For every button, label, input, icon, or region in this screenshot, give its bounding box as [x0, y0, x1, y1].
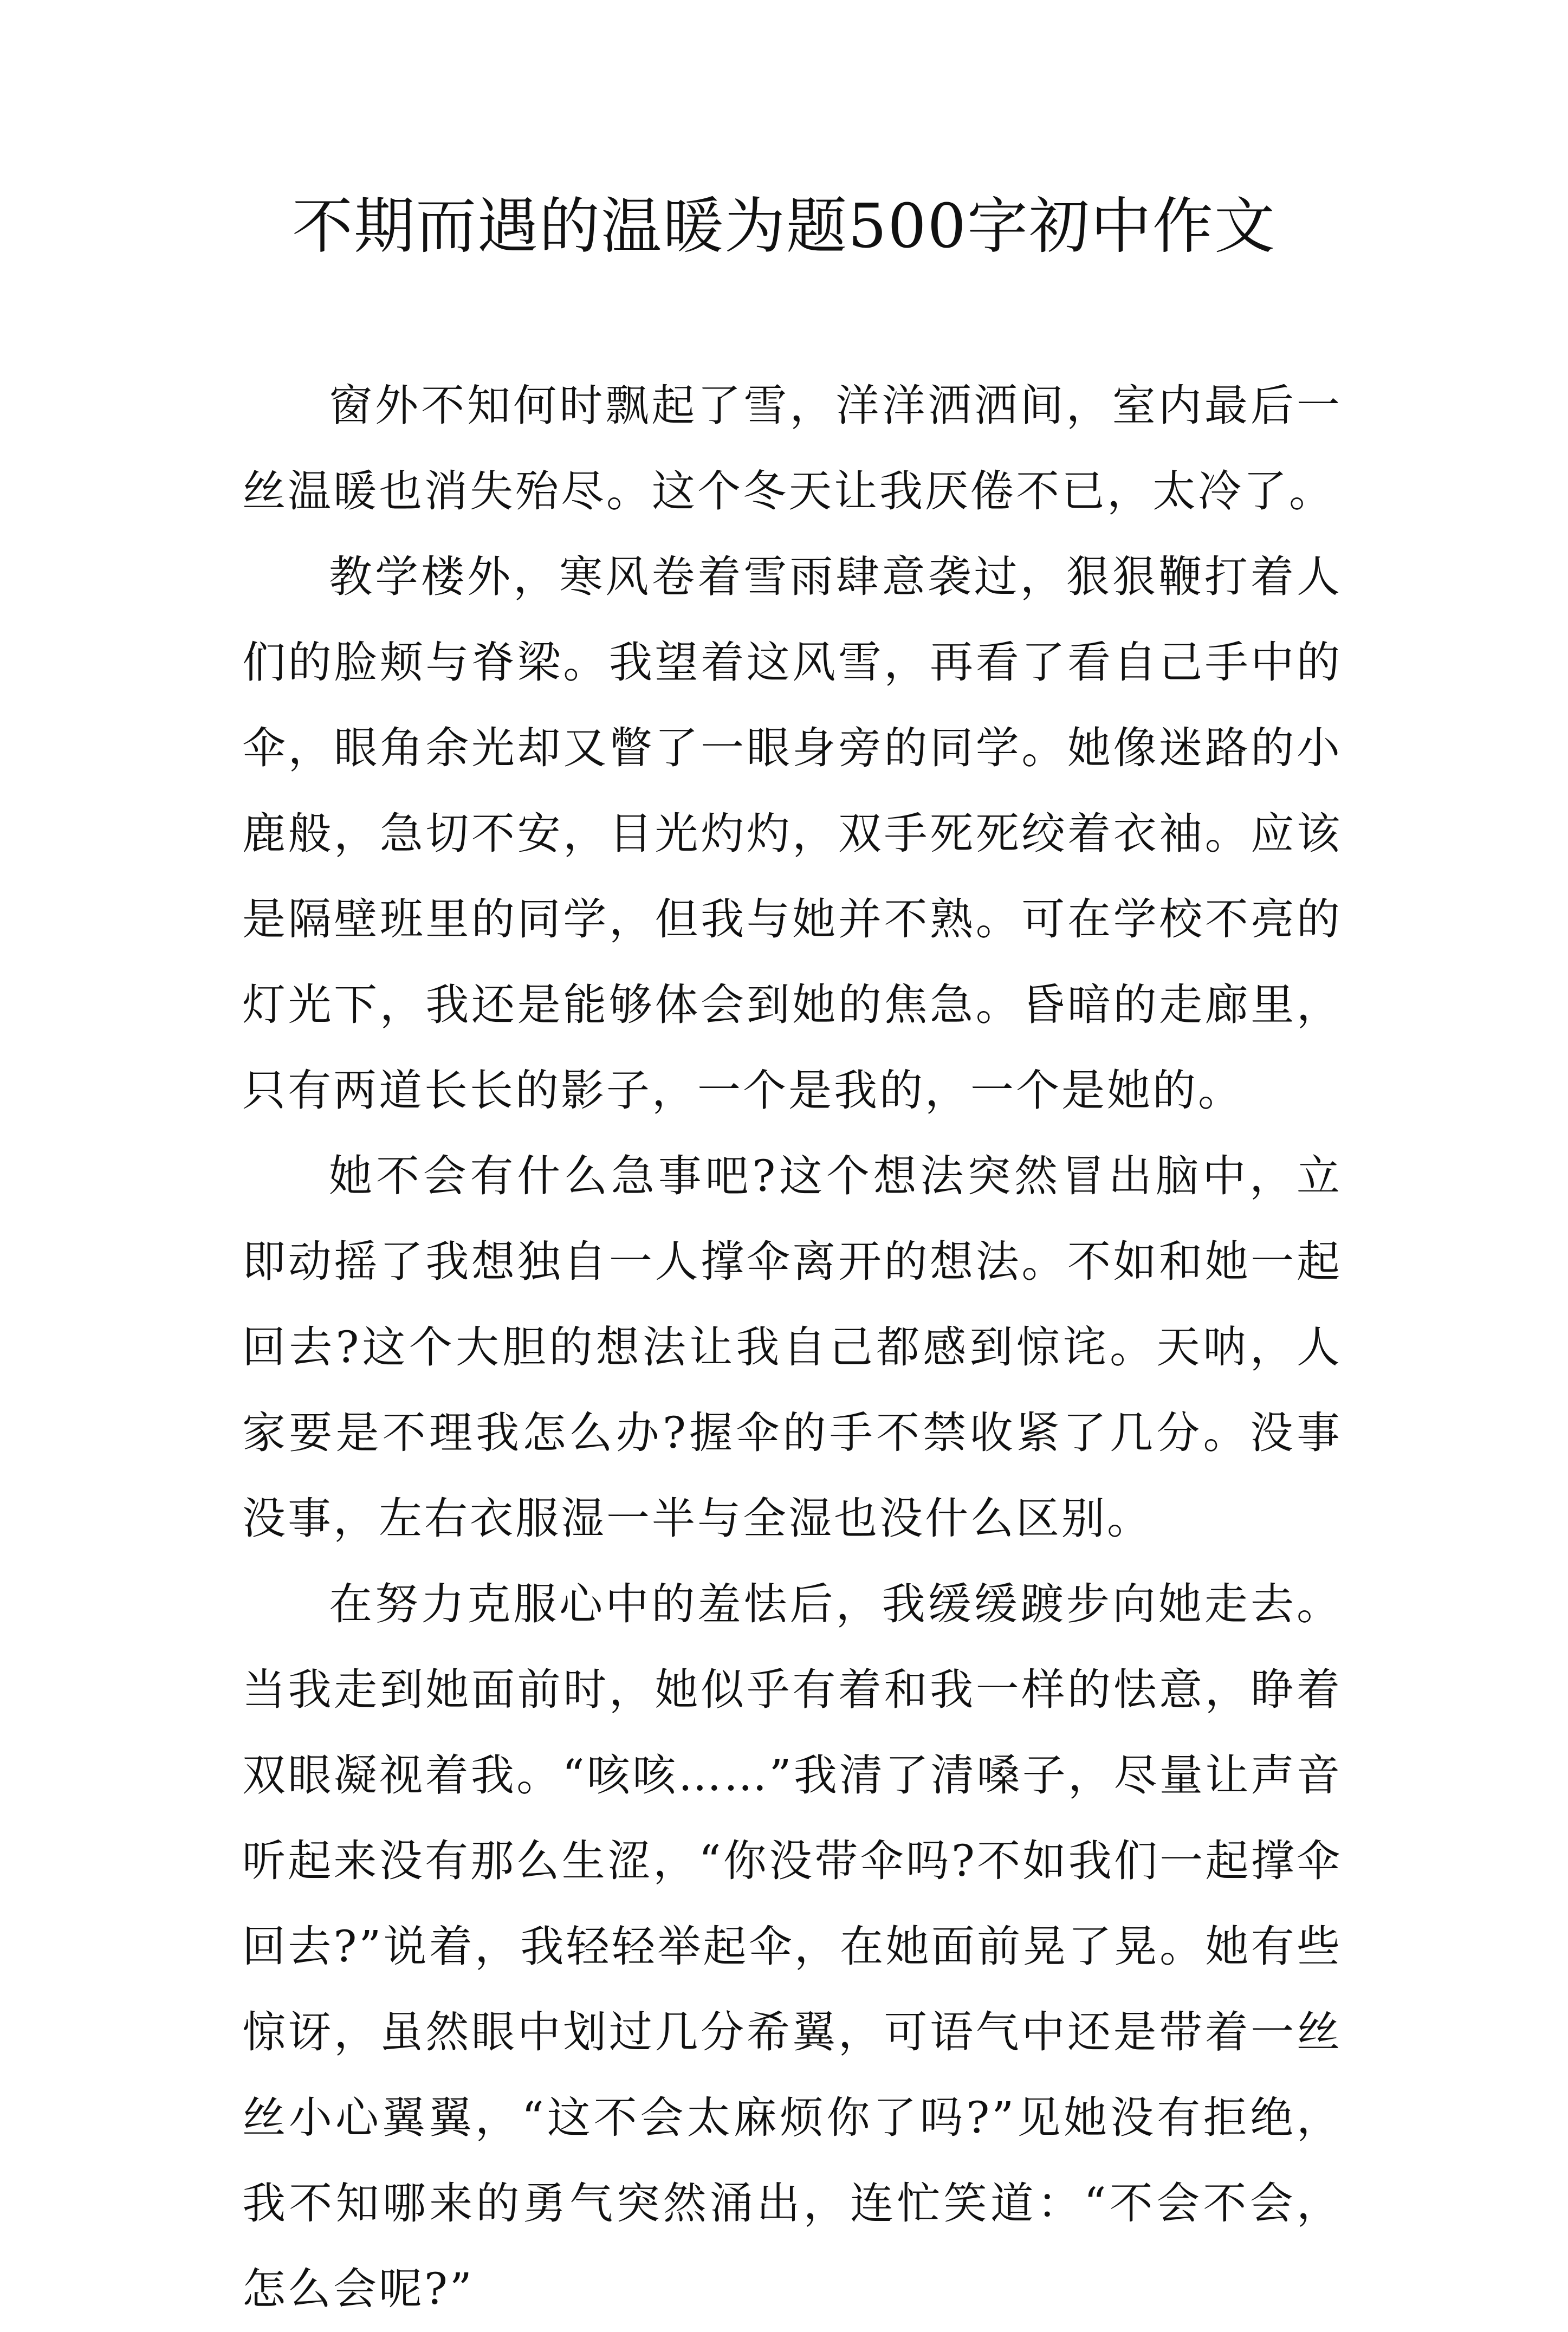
- paragraph-1: 窗外不知何时飘起了雪，洋洋洒洒间，室内最后一丝温暖也消失殆尽。这个冬天让我厌倦不已，太冷了。: [242, 380, 1342, 516]
- document-body: [242, 363, 1342, 2332]
- paragraph-3: 她不会有什么急事吧?这个想法突然冒出脑中，立即动摇了我想独自一人撑伞离开的想法。不如和她一起回去?这个大胆的想法让我自己都感到惊诧。天呐，人家要是不理我怎么办?握伞的手不禁收紧了几分。没事没事，左右衣服湿一半与全湿也没什么区别。: [242, 1151, 1342, 1544]
- paragraph-2: 教学楼外，寒风卷着雪雨肆意袭过，狠狠鞭打着人们的脸颊与脊梁。我望着这风雪，再看了看自己手中的伞，眼角余光却又瞥了一眼身旁的同学。她像迷路的小鹿般，急切不安，目光灼灼，双手死死绞着衣袖。应该是隔壁班里的同学，但我与她并不熟。可在学校不亮的灯光下，我还是能够体会到她的焦急。昏暗的走廊里，只有两道长长的影子，一个是我的，一个是她的。: [242, 552, 1342, 1116]
- document-title: 不期而遇的温暖为题500字初中作文: [292, 191, 1276, 262]
- paragraph-4: 在努力克服心中的羞怯后，我缓缓踱步向她走去。当我走到她面前时，她似乎有着和我一样的怯意，睁着双眼凝视着我。“咳咳……”我清了清嗓子，尽量让声音听起来没有那么生涩，“你没带伞吗?不如我们一起撑伞回去?”说着，我轻轻举起伞，在她面前晃了晃。她有些惊讶，虽然眼中划过几分希翼，可语气中还是带着一丝丝小心翼翼，“这不会太麻烦你了吗?”见她没有拒绝，我不知哪来的勇气突然涌出，连忙笑道：“不会不会，怎么会呢?”: [242, 1579, 1342, 2314]
